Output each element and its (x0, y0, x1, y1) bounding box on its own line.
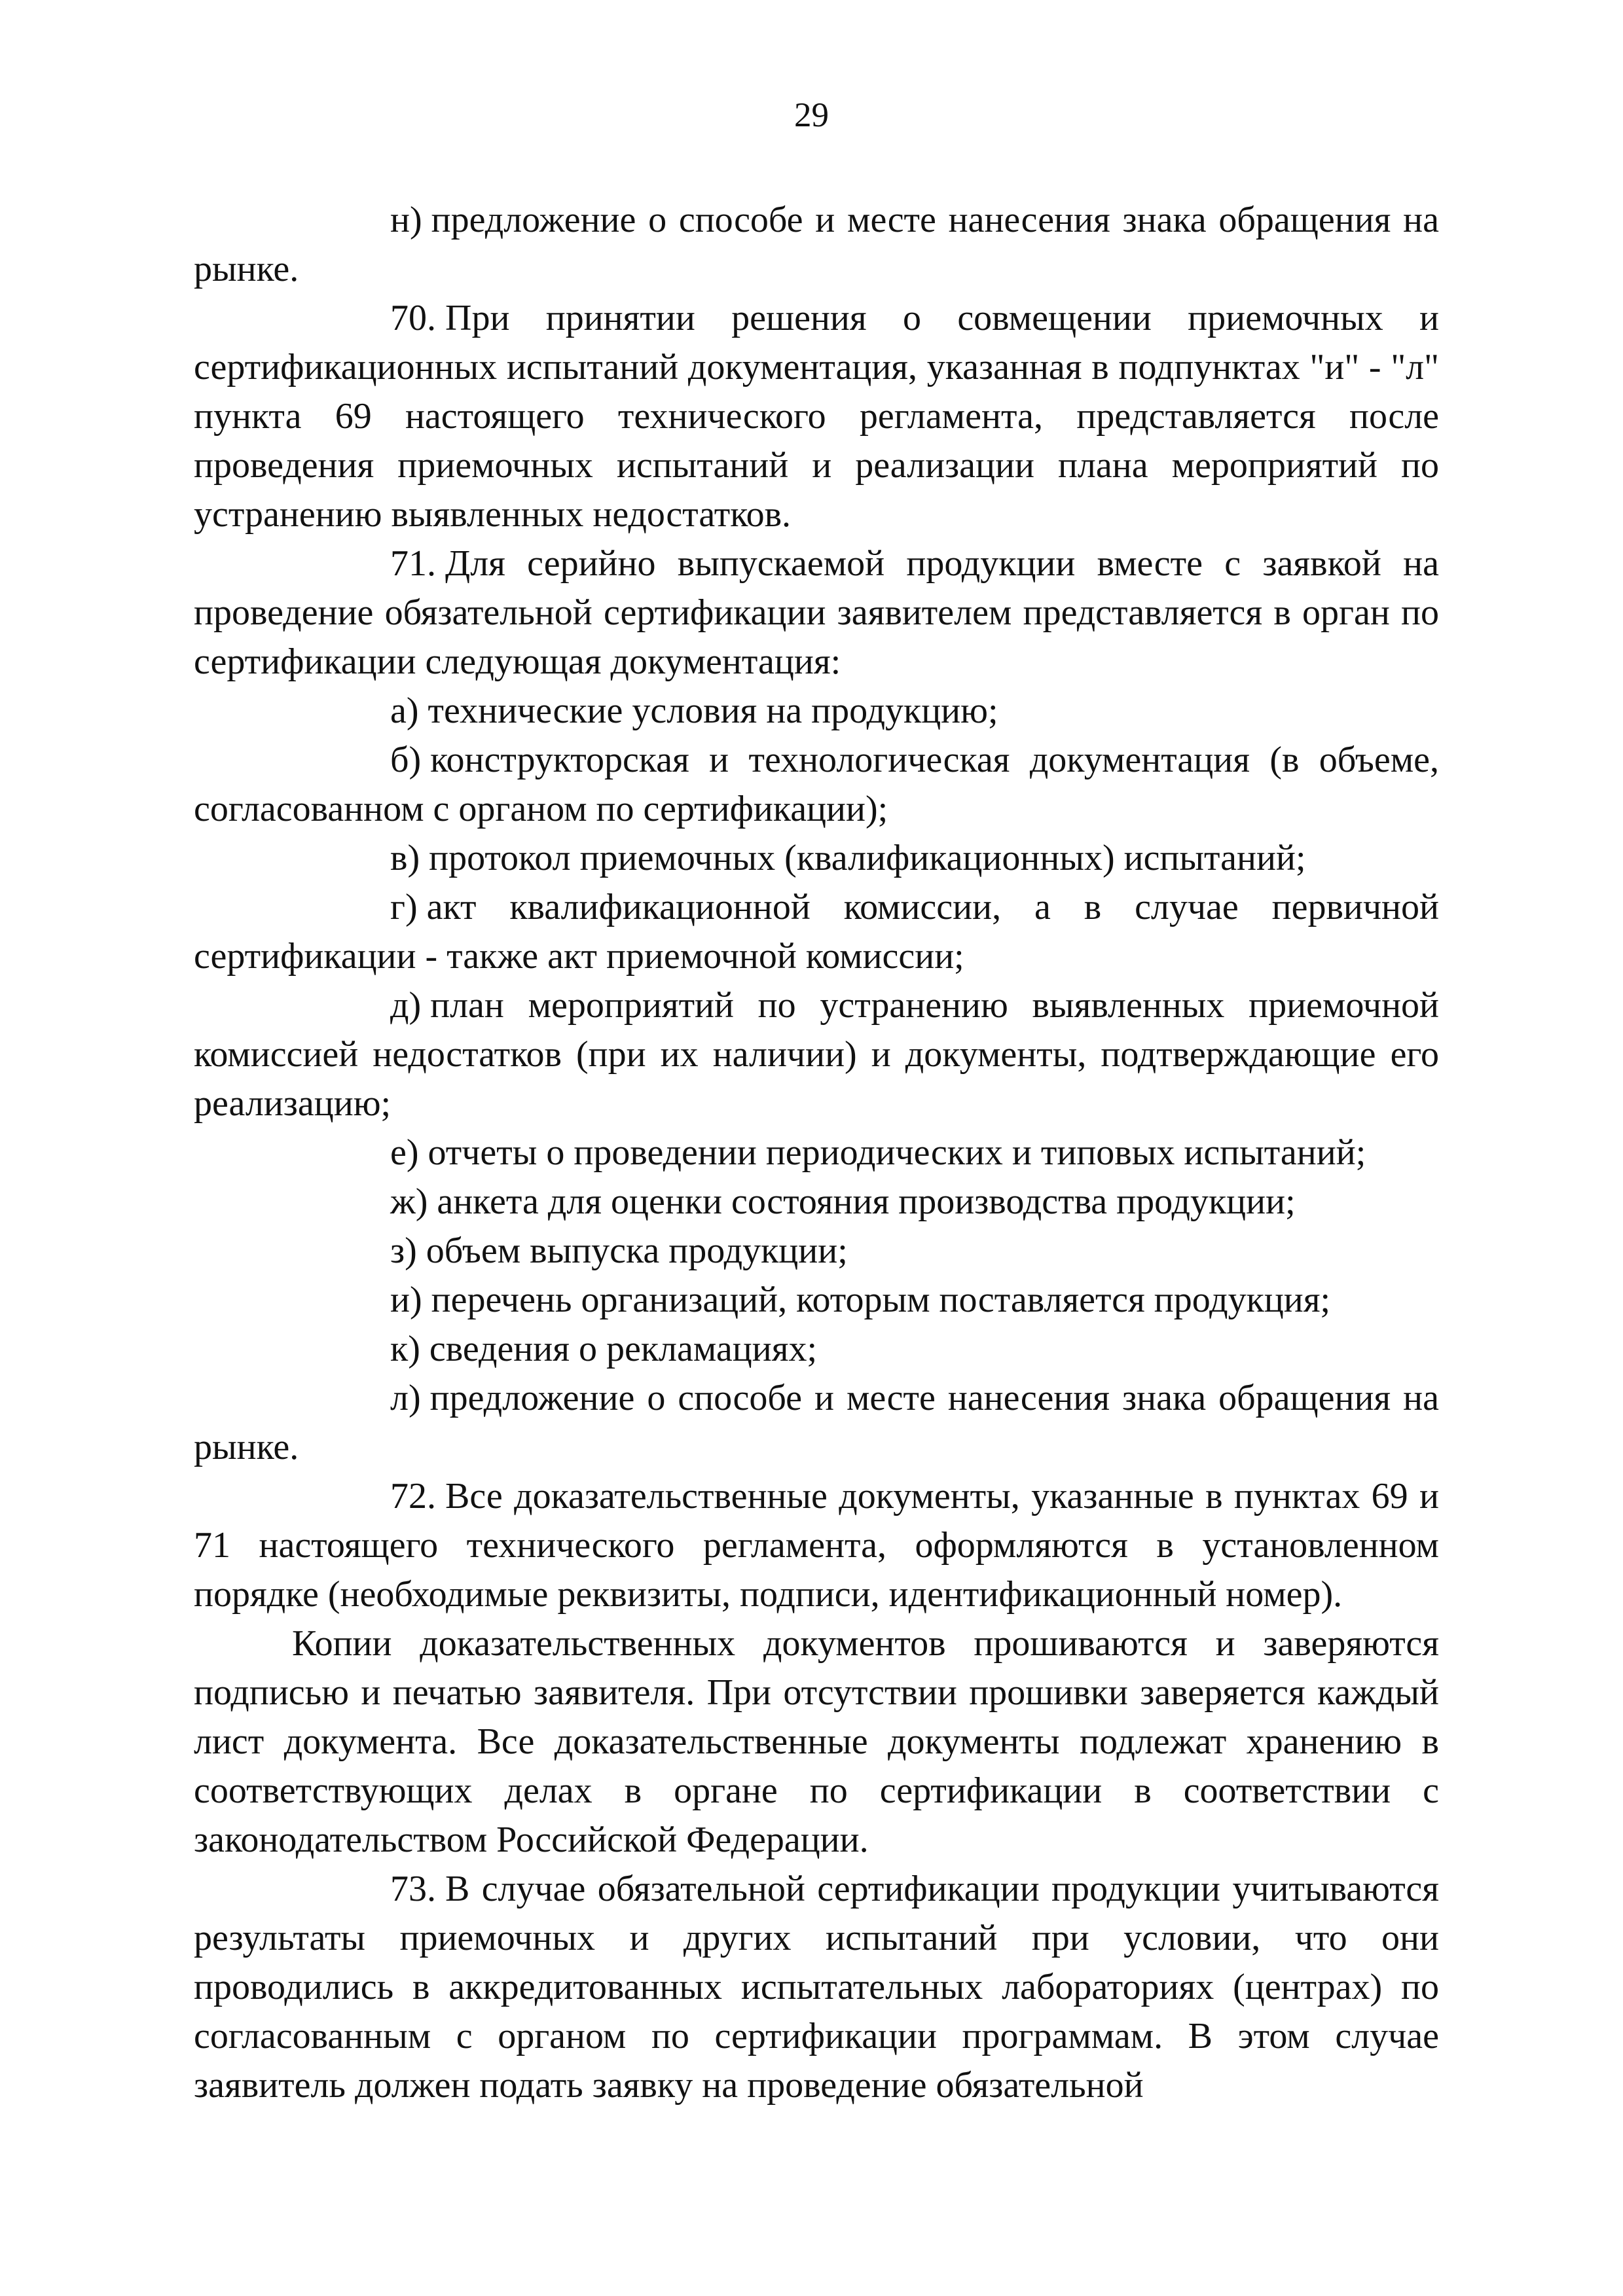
clause-70 (194, 294, 1439, 539)
item-text: предложение о способе и месте нанесения знака обращения на рынке. (194, 1378, 1439, 1467)
item-text: перечень организаций, которым поставляется продукция; (431, 1280, 1331, 1320)
item-text: акт квалификационной комиссии, а в случае первичной сертификации - также акт приемочной комиссии; (194, 887, 1439, 977)
subitem-v (194, 834, 1439, 883)
subitem-b (194, 736, 1439, 834)
item-text: объем выпуска продукции; (426, 1230, 848, 1271)
item-text: Копии доказательственных документов прошиваются и заверяются подписью и печатью заявителя. При отсутствии прошивки заверяется каждый лист документа. Все доказательственные документы подлежат хранению в соответствующих делах в органе по сертификации в соответствии с законодательством Российской Федерации. (194, 1623, 1439, 1860)
item-label: г) (390, 887, 418, 927)
subitem-a (194, 687, 1439, 736)
subitem-i (194, 1276, 1439, 1325)
item-label: б) (390, 740, 422, 780)
subitem-e (194, 1128, 1439, 1177)
clause-71 (194, 539, 1439, 687)
item-text: предложение о способе и месте нанесения знака обращения на рынке. (194, 200, 1439, 289)
item-label: к) (390, 1329, 420, 1369)
subitem-zh (194, 1177, 1439, 1227)
clause-73 (194, 1865, 1439, 2110)
item-label: д) (390, 985, 422, 1026)
item-text: Все доказательственные документы, указанные в пунктах 69 и 71 настоящего технического регламента, оформляются в установленном порядке (необходимые реквизиты, подписи, идентификационный номер). (194, 1476, 1439, 1615)
subitem-d (194, 981, 1439, 1128)
item-text: При принятии решения о совмещении приемочных и сертификационных испытаний документация, указанная в подпунктах "и" - "л" пункта 69 настоящего технического регламента, представляется после проведения приемочных испытаний и реализации плана мероприятий по устранению выявленных недостатков. (194, 298, 1439, 535)
copies-paragraph (194, 1619, 1439, 1865)
item-text: технические условия на продукцию; (428, 691, 998, 731)
item-label: и) (390, 1280, 422, 1320)
item-text: отчеты о проведении периодических и типовых испытаний; (428, 1132, 1366, 1173)
item-label: 71. (390, 543, 436, 584)
subitem-z (194, 1227, 1439, 1276)
item-label: з) (390, 1230, 417, 1271)
item-text: Для серийно выпускаемой продукции вместе с заявкой на проведение обязательной сертификации заявителем представляется в орган по сертификации следующая документация: (194, 543, 1439, 682)
document-body (194, 196, 1439, 2110)
item-text: сведения о рекламациях; (429, 1329, 818, 1369)
subitem-n (194, 196, 1439, 294)
item-label: в) (390, 838, 420, 878)
subitem-l (194, 1374, 1439, 1472)
item-label: л) (390, 1378, 421, 1418)
subitem-k (194, 1325, 1439, 1374)
item-label: 73. (390, 1869, 436, 1909)
clause-72 (194, 1472, 1439, 1619)
item-label: ж) (390, 1181, 428, 1222)
item-text: конструкторская и технологическая документация (в объеме, согласованном с органом по сертификации); (194, 740, 1439, 829)
item-label: 70. (390, 298, 436, 338)
item-label: е) (390, 1132, 419, 1173)
item-text: план мероприятий по устранению выявленных приемочной комиссией недостатков (при их наличии) и документы, подтверждающие его реализацию; (194, 985, 1439, 1124)
subitem-g (194, 883, 1439, 981)
item-label: 72. (390, 1476, 436, 1516)
item-label: н) (390, 200, 422, 240)
item-text: В случае обязательной сертификации продукции учитываются результаты приемочных и других испытаний при условии, что они проводились в аккредитованных испытательных лабораториях (центрах) по согласованным с органом по сертификации программам. В этом случае заявитель должен подать заявку на проведение обязательной (194, 1869, 1439, 2106)
page-number: 29 (794, 96, 829, 134)
item-text: анкета для оценки состояния производства продукции; (437, 1181, 1296, 1222)
item-text: протокол приемочных (квалификационных) испытаний; (429, 838, 1306, 878)
item-label: а) (390, 691, 419, 731)
